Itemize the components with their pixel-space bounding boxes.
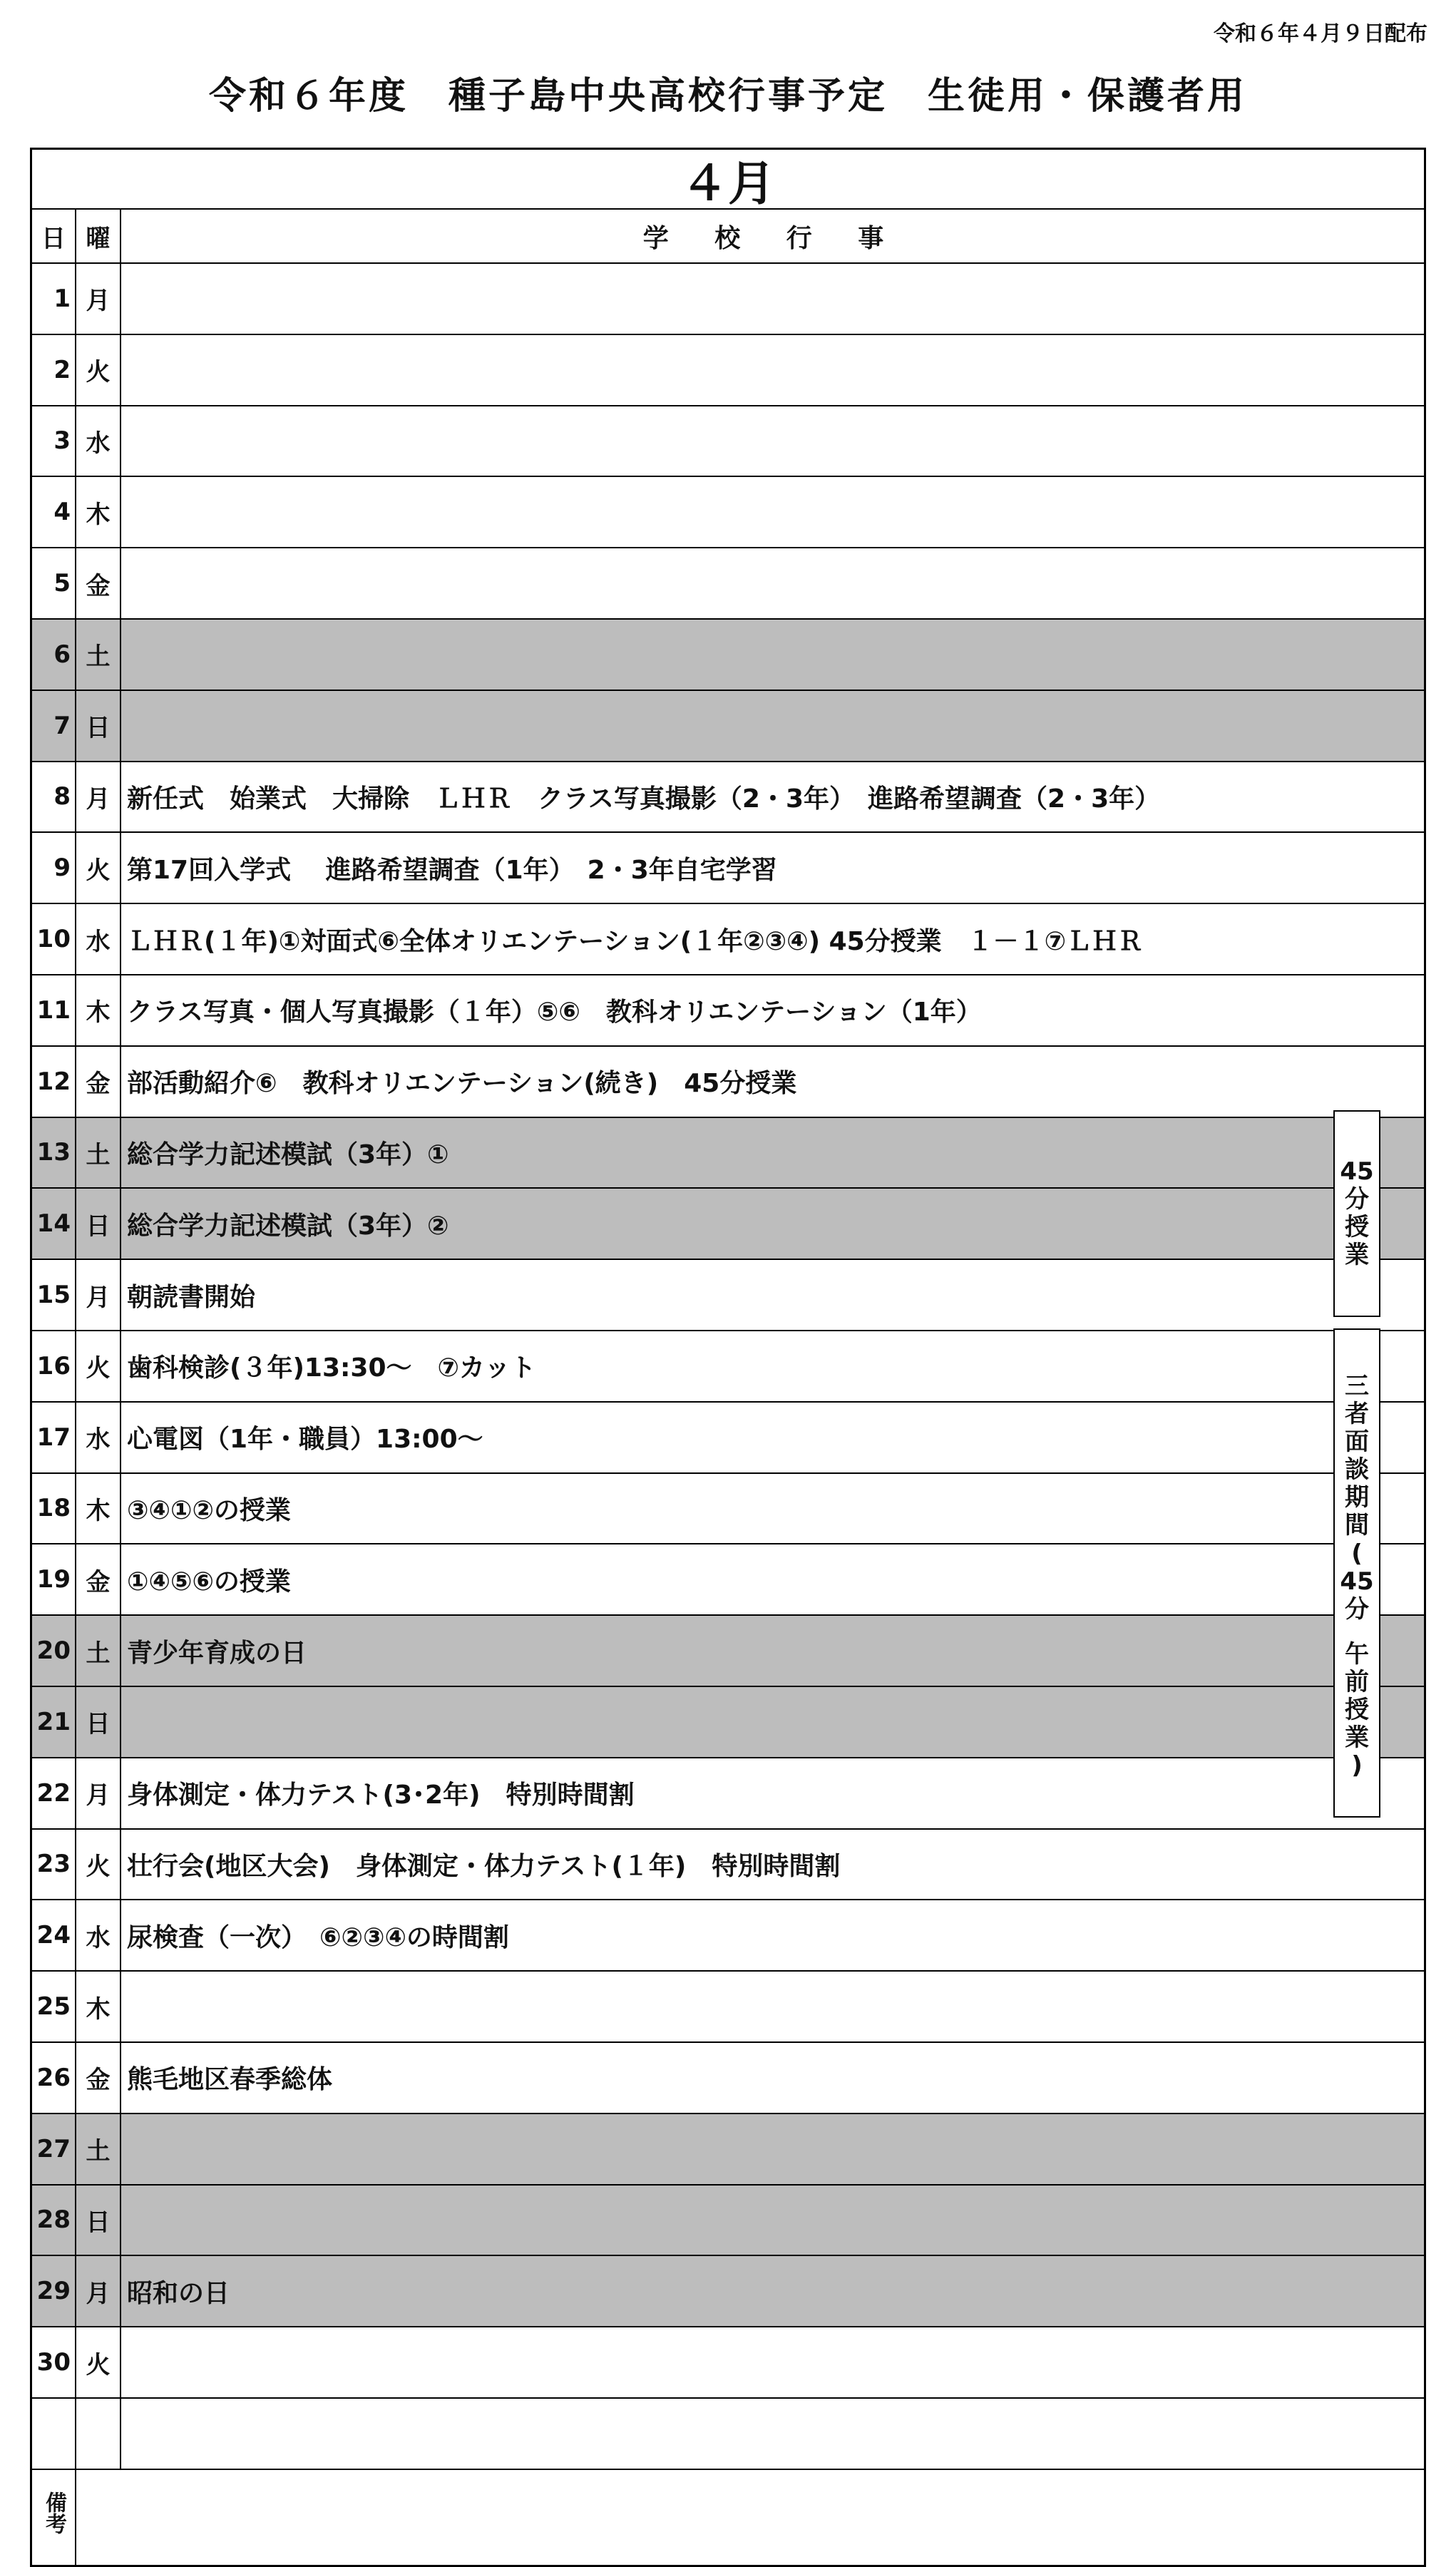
event-cell: 総合学力記述模試（3年）① (127, 1139, 449, 1169)
day-cell: 22 (32, 1758, 76, 1828)
table-row (32, 1474, 1424, 1545)
event-cell (121, 620, 1424, 690)
remarks-label: 備考 (32, 2458, 76, 2567)
table-row (32, 1544, 1424, 1616)
day-cell: 29 (32, 2256, 76, 2326)
day-cell: 17 (32, 1403, 76, 1472)
event-cell (121, 691, 1424, 761)
events-column-header: 学 校 行 事 (642, 223, 903, 253)
table-row (32, 1900, 1424, 1972)
weekday-cell: 土 (76, 1118, 121, 1188)
note-char: ) (1351, 1751, 1363, 1780)
event-cell: 昭和の日 (127, 2278, 230, 2308)
weekday-cell: 月 (76, 2256, 121, 2326)
event-cell: 新任式 始業式 大掃除 ＬＨＲ クラス写真撮影（2・3年） 進路希望調査（2・3年） (127, 784, 1161, 814)
day-cell: 16 (32, 1331, 76, 1401)
event-cell: クラス写真・個人写真撮影（１年）⑤⑥ 教科オリエンテーション（1年） (127, 998, 982, 1028)
event-cell (121, 1972, 1424, 2041)
table-row (32, 620, 1424, 691)
day-cell: 24 (32, 1900, 76, 1970)
weekday-cell: 金 (76, 548, 121, 618)
event-cell: 壮行会(地区大会) 身体測定・体力テスト(１年) 特別時間割 (127, 1851, 841, 1881)
day-cell: 27 (32, 2114, 76, 2184)
event-cell: 心電図（1年・職員）13:00～ (127, 1425, 483, 1455)
event-cell (121, 406, 1424, 476)
table-row (32, 406, 1424, 478)
event-cell: 熊毛地区春季総体 (127, 2065, 333, 2095)
note-char: 業 (1345, 1723, 1369, 1753)
table-row (32, 1403, 1424, 1474)
day-cell: 25 (32, 1972, 76, 2041)
weekday-cell: 日 (76, 691, 121, 761)
weekday-cell: 水 (76, 904, 121, 974)
weekday-cell: 木 (76, 1972, 121, 2041)
note-char: ( (1351, 1539, 1363, 1568)
day-cell: 5 (32, 548, 76, 618)
event-cell: 部活動紹介⑥ 教科オリエンテーション(続き) 45分授業 (127, 1069, 797, 1099)
day-cell: 12 (32, 1047, 76, 1117)
table-row (32, 1331, 1424, 1403)
note-three-party-meeting-period (1333, 1328, 1380, 1818)
weekday-cell: 水 (76, 1403, 121, 1472)
weekday-cell: 月 (76, 1260, 121, 1330)
table-row (32, 2256, 1424, 2327)
event-cell: ①④⑤⑥の授業 (127, 1567, 291, 1597)
weekday-cell: 火 (76, 335, 121, 405)
day-cell: 30 (32, 2327, 76, 2397)
weekday-cell: 土 (76, 2114, 121, 2184)
note-char: 業 (1345, 1241, 1369, 1270)
weekday-cell: 火 (76, 1331, 121, 1401)
event-cell: 身体測定・体力テスト(3･2年) 特別時間割 (127, 1780, 635, 1810)
weekday-cell: 月 (76, 762, 121, 832)
table-row (32, 1189, 1424, 1260)
table-row (32, 975, 1424, 1047)
event-cell: ③④①②の授業 (127, 1495, 291, 1525)
note-char: 授 (1345, 1696, 1369, 1725)
day-cell: 18 (32, 1474, 76, 1544)
day-cell: 4 (32, 477, 76, 547)
month-label: ４月 (681, 155, 775, 211)
note-char: 午 (1345, 1639, 1369, 1669)
table-row (32, 1118, 1424, 1189)
event-cell: 総合学力記述模試（3年）② (127, 1211, 449, 1241)
note-char: 期 (1345, 1483, 1369, 1512)
weekday-cell: 金 (76, 2043, 121, 2113)
table-row (32, 2186, 1424, 2257)
event-cell (121, 1687, 1424, 1757)
weekday-column-header: 曜 (76, 210, 121, 262)
weekday-cell: 火 (76, 833, 121, 903)
note-char: 授 (1345, 1213, 1369, 1241)
event-cell (121, 548, 1424, 618)
day-cell: 20 (32, 1616, 76, 1686)
weekday-cell: 金 (76, 1047, 121, 1117)
note-char: 前 (1345, 1667, 1369, 1696)
note-45min-classes (1333, 1110, 1380, 1317)
table-row (32, 1830, 1424, 1901)
table-row (32, 335, 1424, 406)
table-row (32, 1047, 1424, 1118)
day-cell: 28 (32, 2186, 76, 2255)
table-row (32, 477, 1424, 548)
table-row (32, 833, 1424, 904)
weekday-cell: 月 (76, 1758, 121, 1828)
day-cell: 13 (32, 1118, 76, 1188)
weekday-cell: 日 (76, 2186, 121, 2255)
table-row (32, 2327, 1424, 2399)
weekday-cell: 木 (76, 477, 121, 547)
weekday-cell: 木 (76, 975, 121, 1045)
note-char: 面 (1345, 1428, 1369, 1457)
weekday-cell: 日 (76, 1687, 121, 1757)
day-cell: 6 (32, 620, 76, 690)
day-cell: 3 (32, 406, 76, 476)
table-row (32, 904, 1424, 975)
day-cell: 26 (32, 2043, 76, 2113)
weekday-cell: 木 (76, 1474, 121, 1544)
distribution-date: 令和６年４月９日配布 (1214, 21, 1427, 46)
day-cell: 10 (32, 904, 76, 974)
event-cell (121, 2327, 1424, 2397)
table-row (32, 1260, 1424, 1331)
note-char: 分 (1345, 1184, 1369, 1214)
table-row (32, 2114, 1424, 2186)
weekday-cell: 水 (76, 406, 121, 476)
event-cell (121, 2114, 1424, 2184)
note-char: 分 (1345, 1594, 1369, 1624)
note-char: 45 (1340, 1157, 1374, 1186)
table-row (32, 691, 1424, 762)
day-cell: 8 (32, 762, 76, 832)
event-cell: 青少年育成の日 (127, 1638, 307, 1668)
event-cell (121, 2186, 1424, 2255)
event-cell: 第17回入学式 進路希望調査（1年） 2・3年自宅学習 (127, 855, 777, 885)
table-row (32, 1687, 1424, 1758)
weekday-cell: 土 (76, 620, 121, 690)
table-row (32, 2043, 1424, 2114)
event-cell: ＬＨＲ(１年)①対面式⑥全体オリエンテーション(１年②③④) 45分授業 １－１⑦ＬＨＲ (127, 926, 1144, 956)
day-cell: 15 (32, 1260, 76, 1330)
table-row (32, 1616, 1424, 1687)
weekday-cell: 月 (76, 264, 121, 334)
note-char: 談 (1345, 1455, 1369, 1485)
table-row (32, 1758, 1424, 1830)
event-cell: 歯科検診(３年)13:30～ ⑦カット (127, 1353, 536, 1383)
note-char: 三 (1345, 1372, 1369, 1400)
day-cell: 11 (32, 975, 76, 1045)
month-header-row (32, 150, 1424, 210)
table-row (32, 264, 1424, 335)
note-char: 間 (1345, 1511, 1369, 1540)
schedule-table (30, 148, 1426, 2567)
day-cell: 19 (32, 1544, 76, 1614)
day-cell: 1 (32, 264, 76, 334)
table-row (32, 1972, 1424, 2043)
day-cell: 23 (32, 1830, 76, 1900)
day-cell: 7 (32, 691, 76, 761)
event-cell: 朝読書開始 (127, 1282, 256, 1312)
day-cell: 2 (32, 335, 76, 405)
weekday-cell: 火 (76, 1830, 121, 1900)
day-cell: 9 (32, 833, 76, 903)
event-cell (121, 335, 1424, 405)
weekday-cell: 水 (76, 1900, 121, 1970)
event-cell (121, 477, 1424, 547)
column-header-row (32, 210, 1424, 264)
weekday-cell: 日 (76, 1189, 121, 1259)
note-char: 者 (1345, 1400, 1369, 1429)
event-cell (121, 264, 1424, 334)
weekday-cell: 土 (76, 1616, 121, 1686)
weekday-cell: 火 (76, 2327, 121, 2397)
note-char: 45 (1340, 1567, 1374, 1596)
day-cell: 14 (32, 1189, 76, 1259)
remarks-content (76, 2458, 1424, 2567)
weekday-cell: 金 (76, 1544, 121, 1614)
table-row (32, 548, 1424, 620)
day-cell: 21 (32, 1687, 76, 1757)
table-row (32, 762, 1424, 834)
document-title: 令和６年度 種子島中央高校行事予定 生徒用・保護者用 (208, 75, 1247, 118)
remarks-row (32, 2458, 1424, 2567)
event-cell: 尿検査（一次） ⑥②③④の時間割 (127, 1922, 509, 1952)
day-column-header: 日 (32, 210, 76, 262)
